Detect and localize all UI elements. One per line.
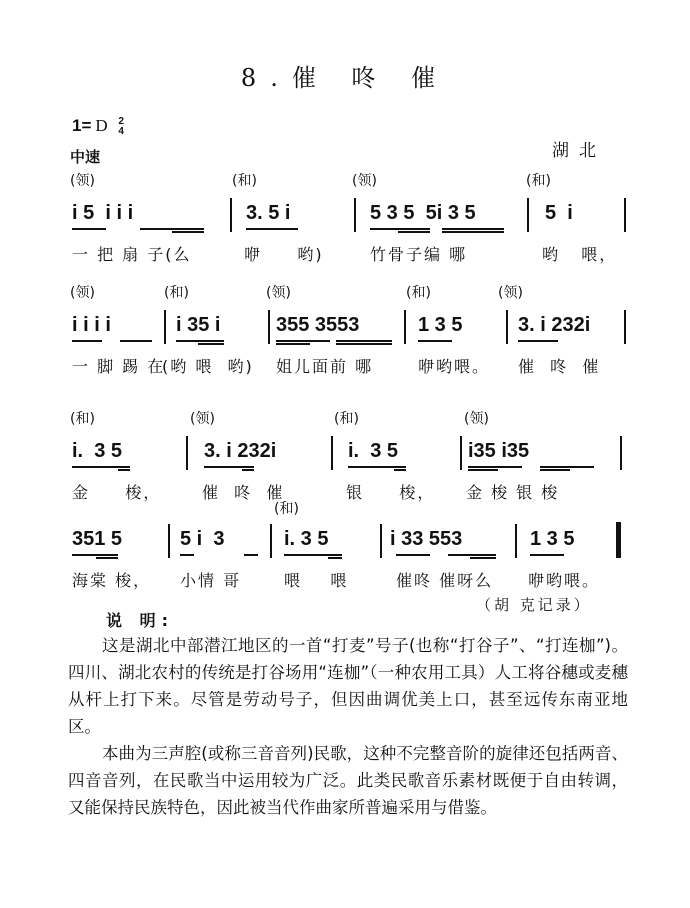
- underline: [204, 466, 254, 468]
- barline: [331, 436, 333, 470]
- key-signature: [72, 116, 124, 137]
- underline: [518, 340, 558, 342]
- underline: [118, 469, 130, 471]
- time-bottom: 4: [118, 125, 124, 137]
- measure-notes: 5 i: [545, 202, 573, 224]
- measure-notes: 1 3 5: [418, 314, 463, 336]
- role-label: (领): [464, 411, 489, 427]
- role-label: (领): [352, 173, 377, 189]
- lyrics: 一 把 扇 子(么: [72, 245, 192, 264]
- role-label: (和): [274, 501, 299, 517]
- barline: [168, 524, 170, 558]
- lyrics: 银 梭，: [346, 483, 436, 502]
- underline: [276, 340, 330, 342]
- role-label: (领): [70, 285, 95, 301]
- lyrics: 海棠 梭，: [72, 571, 152, 590]
- barline: [268, 310, 270, 344]
- underline: [176, 340, 224, 342]
- underline: [442, 231, 504, 233]
- underline: [72, 340, 102, 342]
- underline: [336, 340, 392, 342]
- underline: [72, 554, 118, 556]
- measure-notes: i 33 553: [390, 528, 463, 550]
- underline: [398, 231, 430, 233]
- measure-notes: i i i i: [72, 314, 111, 336]
- measure-notes: 3. i 232i: [518, 314, 591, 336]
- underline: [244, 554, 258, 556]
- barline: [380, 524, 382, 558]
- lyrics: 咿哟喂。: [418, 357, 491, 376]
- transcriber-credit: （胡 克记录）: [476, 596, 592, 614]
- time-top: 2: [118, 115, 124, 127]
- barline: [527, 198, 529, 232]
- role-label: (和): [70, 411, 95, 427]
- underline: [276, 343, 310, 345]
- explanation-paragraph-1: 这是湖北中部潜江地区的一首“打麦”号子(也称“打谷子”、“打连枷”)。四川、湖北农村的传统是打谷场用“连枷”（一种农用工具）人工将谷穗或麦穗从杆上打下来。尽管是劳动号子，但因曲调优美上口，甚至远传东南亚地区。: [68, 636, 628, 736]
- underline: [418, 340, 452, 342]
- tempo-marking: 中速: [70, 148, 101, 166]
- measure-notes: 355 3553: [276, 314, 360, 336]
- explanation-paragraph-2: 本曲为三声腔(或称三音音列)民歌，这种不完整音阶的旋律还包括两音、四音音列，在民歌当中运用较为广泛。此类民歌音乐素材既便于自由转调，又能保持民族特色，因此被当代作曲家所普遍采用与借鉴。: [68, 744, 628, 817]
- lyrics: 竹骨子编 哪: [370, 245, 468, 264]
- barline: [354, 198, 356, 232]
- role-label: (领): [266, 285, 291, 301]
- lyrics: 咿哟喂。: [528, 571, 601, 590]
- measure-notes: i 5 i i i: [72, 202, 134, 224]
- key-tonic: 1=: [72, 116, 92, 135]
- underline: [172, 231, 204, 233]
- barline: [230, 198, 232, 232]
- barline: [270, 524, 272, 558]
- lyrics: 姐儿面前 哪: [276, 357, 374, 376]
- underline: [348, 466, 406, 468]
- barline: [506, 310, 508, 344]
- underline: [72, 228, 106, 230]
- role-label: (和): [164, 285, 189, 301]
- barline: [460, 436, 462, 470]
- role-label: (和): [406, 285, 431, 301]
- underline: [530, 554, 564, 556]
- measure-notes: i. 3 5: [72, 440, 123, 462]
- lyrics: 喂 喂: [284, 571, 349, 590]
- underline: [540, 469, 570, 471]
- song-title: 8.催 咚 催: [240, 64, 450, 92]
- underline: [242, 469, 254, 471]
- barline: [624, 198, 626, 232]
- explanation-body: [68, 632, 628, 821]
- underline: [540, 466, 594, 468]
- role-label: (和): [232, 173, 257, 189]
- underline: [396, 554, 430, 556]
- underline: [140, 228, 204, 230]
- underline: [120, 340, 152, 342]
- underline: [394, 469, 406, 471]
- underline: [468, 469, 498, 471]
- underline: [468, 466, 522, 468]
- region-label: 湖北: [552, 141, 606, 161]
- lyrics: 咿 哟): [244, 245, 324, 264]
- underline: [72, 466, 130, 468]
- measure-notes: 351 5: [72, 528, 123, 550]
- barline: [164, 310, 166, 344]
- lyrics: 催 咚 催: [518, 357, 601, 376]
- measure-notes: i 35 i: [176, 314, 221, 336]
- underline: [284, 554, 342, 556]
- lyrics: 催 咚 催: [202, 483, 285, 502]
- underline: [470, 557, 496, 559]
- lyrics: 小情 哥: [180, 571, 242, 590]
- key-name: D: [95, 116, 108, 135]
- barline: [624, 310, 626, 344]
- measure-notes: i. 3 5: [284, 528, 329, 550]
- lyrics: 金 梭，: [72, 483, 162, 502]
- barline: [620, 436, 622, 470]
- role-label: (领): [190, 411, 215, 427]
- underline: [180, 554, 194, 556]
- underline: [198, 343, 224, 345]
- measure-notes: i35 i35: [468, 440, 530, 462]
- role-label: (领): [70, 173, 95, 189]
- underline: [370, 228, 430, 230]
- measure-notes: 3. i 232i: [204, 440, 277, 462]
- underline: [336, 343, 392, 345]
- measure-notes: 5 i 3: [180, 528, 225, 550]
- role-label: (和): [526, 173, 551, 189]
- lyrics: 金 梭 银 梭: [466, 483, 560, 502]
- barline: [186, 436, 188, 470]
- role-label: (和): [334, 411, 359, 427]
- final-barline: [616, 522, 621, 558]
- role-label: (领): [498, 285, 523, 301]
- barline: [515, 524, 517, 558]
- lyrics: 一 脚 踢 在: [72, 357, 166, 376]
- underline: [246, 228, 298, 230]
- measure-notes: 1 3 5: [530, 528, 575, 550]
- underline: [96, 557, 118, 559]
- underline: [448, 554, 496, 556]
- lyrics: (哟 喂 哟): [162, 357, 254, 376]
- barline: [404, 310, 406, 344]
- lyrics: 催咚 催呀么: [396, 571, 494, 590]
- underline: [328, 557, 342, 559]
- time-signature: [118, 117, 124, 137]
- lyrics: 哟 喂，: [542, 245, 618, 264]
- measure-notes: i. 3 5: [348, 440, 399, 462]
- explanation-heading: 说 明:: [106, 611, 174, 630]
- measure-notes: 3. 5 i: [246, 202, 291, 224]
- underline: [442, 228, 504, 230]
- measure-notes: 5 3 5 5i 3 5: [370, 202, 476, 224]
